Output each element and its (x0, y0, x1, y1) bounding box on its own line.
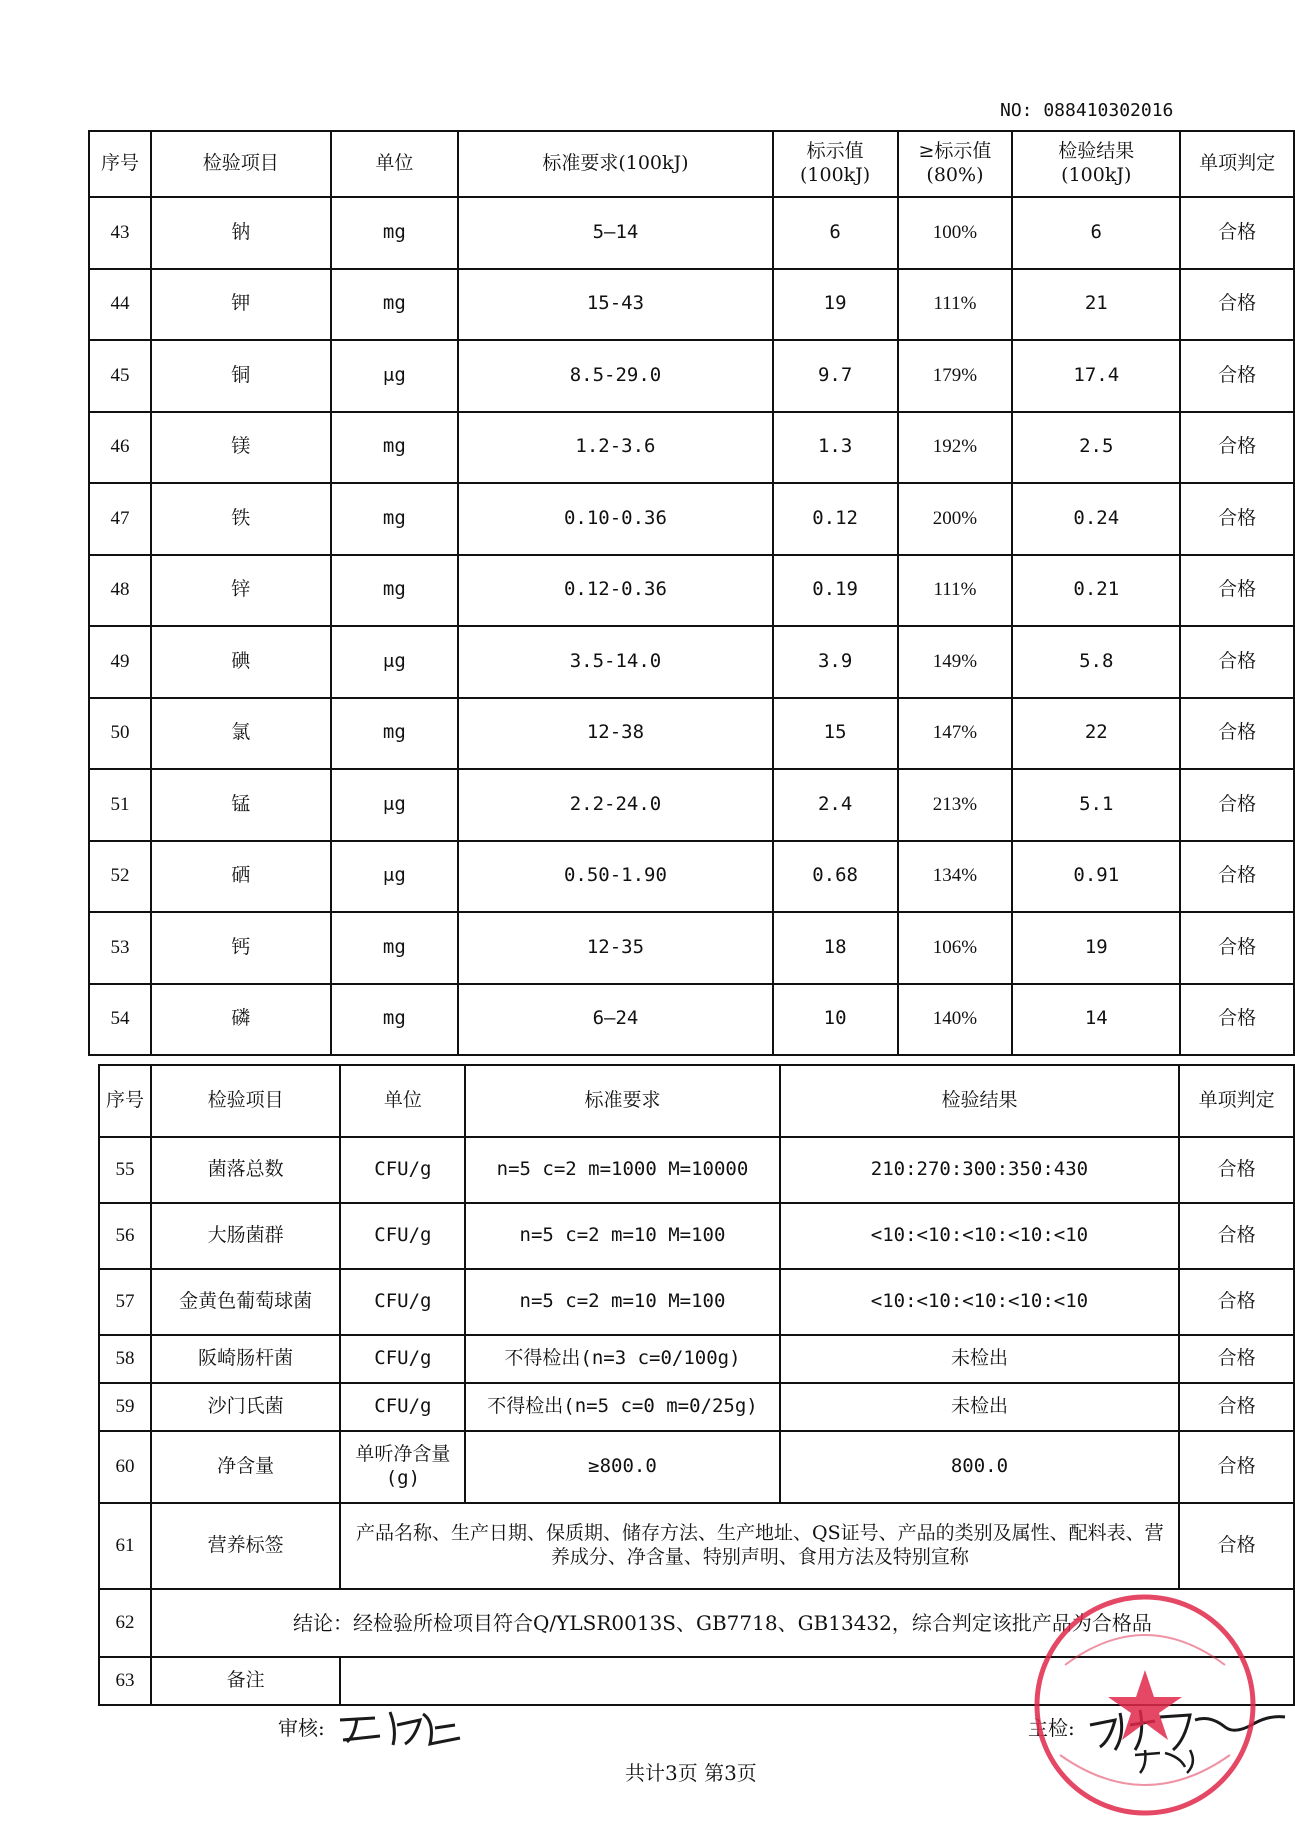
remark-label: 备注 (151, 1657, 341, 1705)
row-result: 22 (1012, 698, 1180, 770)
row-item: 沙门氏菌 (151, 1383, 341, 1431)
table-row (89, 197, 1294, 269)
row-standard: 12-35 (458, 912, 772, 984)
row-result: 210:270:300:350:430 (780, 1137, 1180, 1203)
row-result: 14 (1012, 984, 1180, 1056)
row-result: 5.1 (1012, 769, 1180, 841)
row-standard: 15-43 (458, 269, 772, 341)
row-item: 金黄色葡萄球菌 (151, 1269, 341, 1335)
row-seq: 62 (99, 1589, 151, 1657)
row-judgment: 合格 (1179, 1383, 1294, 1431)
row-seq: 50 (89, 698, 151, 770)
header-judgment: 单项判定 (1179, 1065, 1294, 1137)
row-standard: 6—24 (458, 984, 772, 1056)
row-seq: 63 (99, 1657, 151, 1705)
row-ratio: 179% (898, 340, 1013, 412)
row-item: 铜 (151, 340, 331, 412)
row-seq: 55 (99, 1137, 151, 1203)
table-row (89, 269, 1294, 341)
table-row (89, 412, 1294, 484)
table-header-row (89, 131, 1294, 197)
row-standard: 不得检出(n=3 c=0/100g) (465, 1335, 779, 1383)
row-standard: n=5 c=2 m=1000 M=10000 (465, 1137, 779, 1203)
row-result: 17.4 (1012, 340, 1180, 412)
official-seal (1025, 1585, 1265, 1825)
row-judgment: 合格 (1180, 912, 1294, 984)
header-ratio: ≥标示值 (80%) (898, 131, 1013, 197)
row-item: 锌 (151, 555, 331, 627)
header-judgment: 单项判定 (1180, 131, 1294, 197)
row-seq: 51 (89, 769, 151, 841)
row-label-value: 2.4 (773, 769, 898, 841)
row-ratio: 100% (898, 197, 1013, 269)
row-seq: 47 (89, 483, 151, 555)
row-unit: μg (331, 841, 459, 913)
row-seq: 48 (89, 555, 151, 627)
row-standard: n=5 c=2 m=10 M=100 (465, 1269, 779, 1335)
row-unit: 单听净含量(g) (340, 1431, 465, 1503)
reviewer-label: 审核: (278, 1716, 325, 1740)
row-unit: CFU/g (340, 1203, 465, 1269)
row-seq: 60 (99, 1431, 151, 1503)
header-item: 检验项目 (151, 1065, 341, 1137)
row-ratio: 149% (898, 626, 1013, 698)
conclusion-text: 结论：经检验所检项目符合Q/YLSR0013S、GB7718、GB13432，综合判定该批产品为合格品 (151, 1589, 1294, 1657)
header-seq: 序号 (99, 1065, 151, 1137)
row-unit: μg (331, 626, 459, 698)
table-row (89, 626, 1294, 698)
row-standard: 不得检出(n=5 c=0 m=0/25g) (465, 1383, 779, 1431)
row-item: 阪崎肠杆菌 (151, 1335, 341, 1383)
table-header-row (99, 1065, 1294, 1137)
row-result: <10:<10:<10:<10:<10 (780, 1203, 1180, 1269)
row-result: 2.5 (1012, 412, 1180, 484)
table-row (89, 698, 1294, 770)
row-label-value: 3.9 (773, 626, 898, 698)
row-unit: mg (331, 912, 459, 984)
header-seq: 序号 (89, 131, 151, 197)
row-standard: n=5 c=2 m=10 M=100 (465, 1203, 779, 1269)
row-seq: 45 (89, 340, 151, 412)
row-label-value: 10 (773, 984, 898, 1056)
row-judgment: 合格 (1180, 698, 1294, 770)
header-item: 检验项目 (151, 131, 331, 197)
row-standard: 1.2-3.6 (458, 412, 772, 484)
row-standard: 3.5-14.0 (458, 626, 772, 698)
header-unit: 单位 (340, 1065, 465, 1137)
row-judgment: 合格 (1180, 483, 1294, 555)
row-seq: 43 (89, 197, 151, 269)
row-seq: 57 (99, 1269, 151, 1335)
row-label-value: 18 (773, 912, 898, 984)
header-result: 检验结果 (100kJ) (1012, 131, 1180, 197)
row-judgment: 合格 (1179, 1203, 1294, 1269)
row-label-value: 0.19 (773, 555, 898, 627)
row-item: 钾 (151, 269, 331, 341)
row-unit: mg (331, 412, 459, 484)
row-ratio: 147% (898, 698, 1013, 770)
row-item: 氯 (151, 698, 331, 770)
row-ratio: 106% (898, 912, 1013, 984)
table-row (99, 1203, 1294, 1269)
table-row (89, 769, 1294, 841)
header-label-value: 标示值 (100kJ) (773, 131, 898, 197)
row-seq: 46 (89, 412, 151, 484)
row-ratio: 111% (898, 555, 1013, 627)
row-standard: 0.50-1.90 (458, 841, 772, 913)
row-judgment: 合格 (1179, 1431, 1294, 1503)
row-seq: 49 (89, 626, 151, 698)
header-standard: 标准要求(100kJ) (458, 131, 772, 197)
row-judgment: 合格 (1179, 1137, 1294, 1203)
row-unit: mg (331, 197, 459, 269)
table-row (89, 483, 1294, 555)
row-judgment: 合格 (1180, 984, 1294, 1056)
row-label-value: 0.12 (773, 483, 898, 555)
table-row (99, 1431, 1294, 1503)
row-item: 菌落总数 (151, 1137, 341, 1203)
row-seq: 54 (89, 984, 151, 1056)
table-row (89, 984, 1294, 1056)
row-ratio: 111% (898, 269, 1013, 341)
row-unit: μg (331, 340, 459, 412)
row-judgment: 合格 (1179, 1269, 1294, 1335)
row-result: 800.0 (780, 1431, 1180, 1503)
row-judgment: 合格 (1180, 412, 1294, 484)
table-row (99, 1137, 1294, 1203)
row-ratio: 134% (898, 841, 1013, 913)
row-item: 钠 (151, 197, 331, 269)
row-label-value: 6 (773, 197, 898, 269)
row-result: <10:<10:<10:<10:<10 (780, 1269, 1180, 1335)
row-result: 6 (1012, 197, 1180, 269)
row-label-value: 0.68 (773, 841, 898, 913)
row-seq: 58 (99, 1335, 151, 1383)
row-unit: CFU/g (340, 1137, 465, 1203)
row-label-value: 9.7 (773, 340, 898, 412)
row-judgment: 合格 (1180, 340, 1294, 412)
row-seq: 61 (99, 1503, 151, 1589)
row-ratio: 213% (898, 769, 1013, 841)
row-standard: 2.2-24.0 (458, 769, 772, 841)
header-standard: 标准要求 (465, 1065, 779, 1137)
table-row (99, 1335, 1294, 1383)
row-item: 铁 (151, 483, 331, 555)
row-item: 磷 (151, 984, 331, 1056)
row-item: 营养标签 (151, 1503, 341, 1589)
row-standard: 0.12-0.36 (458, 555, 772, 627)
row-judgment: 合格 (1180, 269, 1294, 341)
row-unit: CFU/g (340, 1335, 465, 1383)
row-judgment: 合格 (1180, 626, 1294, 698)
row-unit: mg (331, 984, 459, 1056)
row-item: 硒 (151, 841, 331, 913)
row-result: 未检出 (780, 1335, 1180, 1383)
nutrition-label-row (99, 1503, 1294, 1589)
row-ratio: 140% (898, 984, 1013, 1056)
header-result: 检验结果 (780, 1065, 1180, 1137)
row-judgment: 合格 (1180, 769, 1294, 841)
row-unit: mg (331, 269, 459, 341)
table-row (89, 340, 1294, 412)
row-standard: 5—14 (458, 197, 772, 269)
row-item: 净含量 (151, 1431, 341, 1503)
row-result: 0.24 (1012, 483, 1180, 555)
row-ratio: 200% (898, 483, 1013, 555)
row-result: 19 (1012, 912, 1180, 984)
table-row (89, 841, 1294, 913)
row-unit: CFU/g (340, 1269, 465, 1335)
row-unit: mg (331, 555, 459, 627)
row-judgment: 合格 (1179, 1503, 1294, 1589)
row-seq: 44 (89, 269, 151, 341)
table-row (99, 1383, 1294, 1431)
row-ratio: 192% (898, 412, 1013, 484)
row-item: 镁 (151, 412, 331, 484)
row-result: 21 (1012, 269, 1180, 341)
row-seq: 52 (89, 841, 151, 913)
row-standard: 12-38 (458, 698, 772, 770)
page-footer: 共计3页 第3页 (625, 1761, 757, 1785)
row-unit: μg (331, 769, 459, 841)
row-seq: 59 (99, 1383, 151, 1431)
row-unit: CFU/g (340, 1383, 465, 1431)
row-unit: mg (331, 698, 459, 770)
row-unit: mg (331, 483, 459, 555)
row-item: 碘 (151, 626, 331, 698)
reviewer-signature (335, 1700, 475, 1750)
table-row (89, 555, 1294, 627)
row-item: 大肠菌群 (151, 1203, 341, 1269)
document-number: NO: 088410302016 (1000, 100, 1174, 121)
row-result: 未检出 (780, 1383, 1180, 1431)
row-judgment: 合格 (1179, 1335, 1294, 1383)
row-result: 0.21 (1012, 555, 1180, 627)
row-label-value: 15 (773, 698, 898, 770)
inspector-label: 主检: (1028, 1716, 1075, 1740)
table-row (99, 1269, 1294, 1335)
row-seq: 56 (99, 1203, 151, 1269)
row-seq: 53 (89, 912, 151, 984)
row-judgment: 合格 (1180, 197, 1294, 269)
row-label-value: 1.3 (773, 412, 898, 484)
row-result: 5.8 (1012, 626, 1180, 698)
nutrition-label-content: 产品名称、生产日期、保质期、储存方法、生产地址、QS证号、产品的类别及属性、配料表、营养成分、净含量、特别声明、食用方法及特别宣称 (340, 1503, 1179, 1589)
row-standard: 8.5-29.0 (458, 340, 772, 412)
header-unit: 单位 (331, 131, 459, 197)
row-standard: ≥800.0 (465, 1431, 779, 1503)
row-judgment: 合格 (1180, 841, 1294, 913)
row-judgment: 合格 (1180, 555, 1294, 627)
row-label-value: 19 (773, 269, 898, 341)
row-standard: 0.10-0.36 (458, 483, 772, 555)
row-item: 钙 (151, 912, 331, 984)
row-item: 锰 (151, 769, 331, 841)
nutrient-table (88, 130, 1295, 1056)
row-result: 0.91 (1012, 841, 1180, 913)
table-row (89, 912, 1294, 984)
